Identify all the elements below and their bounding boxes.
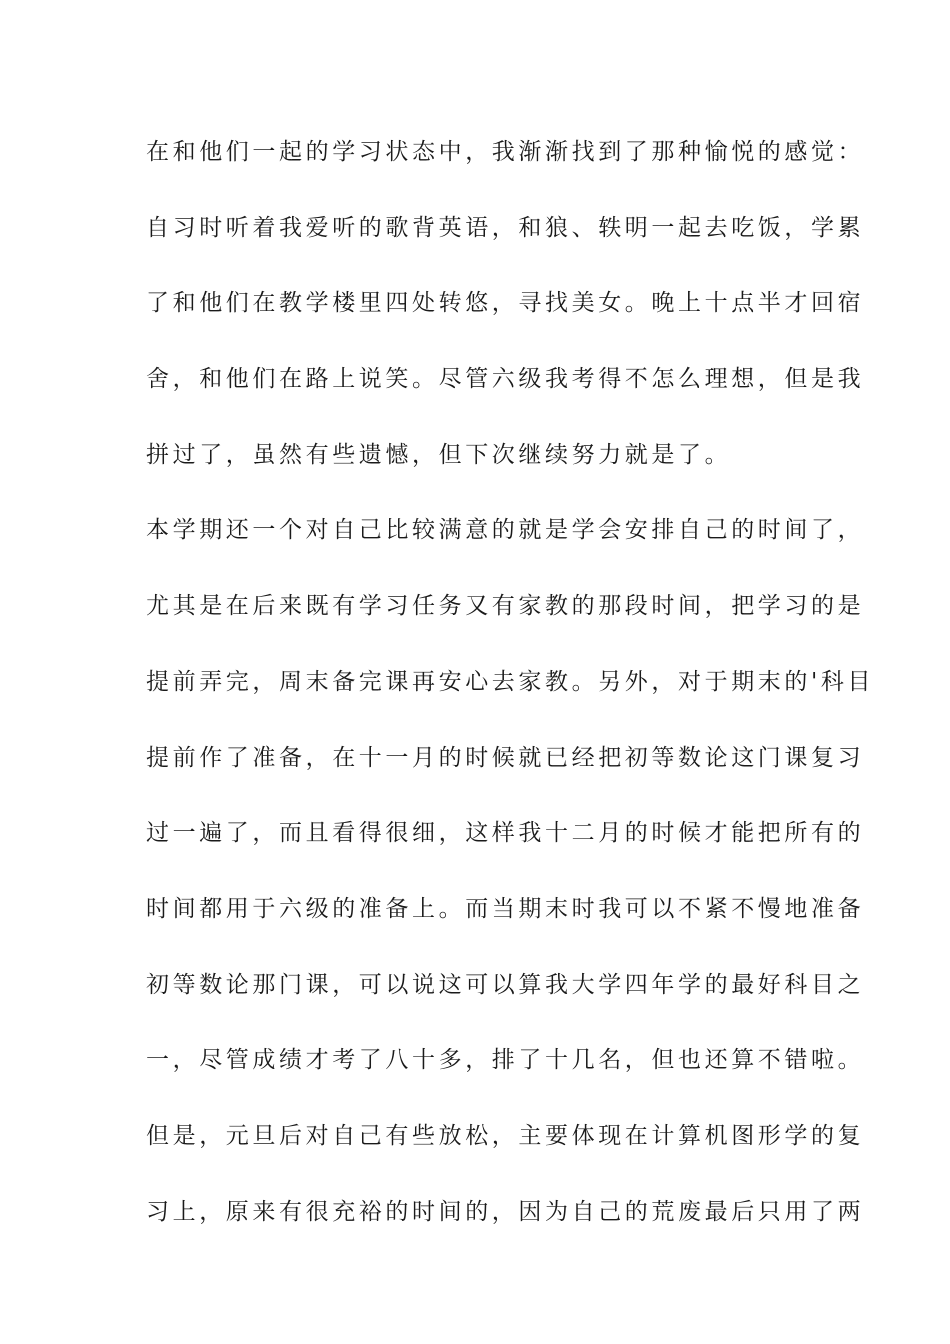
text-line: 拼过了，虽然有些遗憾，但下次继续努力就是了。 [146, 441, 732, 468]
text-line: 了和他们在教学楼里四处转悠，寻找美女。晚上十点半才回宿 [146, 290, 865, 317]
text-line: 尤其是在后来既有学习任务又有家教的那段时间，把学习的是 [146, 593, 865, 620]
text-line: 过一遍了，而且看得很细，这样我十二月的时候才能把所有的 [146, 820, 865, 847]
text-line: 但是，元旦后对自己有些放松，主要体现在计算机图形学的复 [146, 1122, 865, 1149]
text-line: 习上，原来有很充裕的时间的，因为自己的荒废最后只用了两 [146, 1198, 865, 1225]
text-line: 提前作了准备，在十一月的时候就已经把初等数论这门课复习 [146, 744, 865, 771]
text-line: 一，尽管成绩才考了八十多，排了十几名，但也还算不错啦。 [146, 1047, 865, 1074]
text-line: 舍，和他们在路上说笑。尽管六级我考得不怎么理想，但是我 [146, 366, 865, 393]
text-line: 时间都用于六级的准备上。而当期末时我可以不紧不慢地准备 [146, 895, 865, 922]
text-line: 自习时听着我爱听的歌背英语，和狼、轶明一起去吃饭，学累 [146, 214, 865, 241]
document-body [146, 128, 875, 1263]
text-line: 在和他们一起的学习状态中，我渐渐找到了那种愉悦的感觉： [146, 139, 865, 165]
text-line: 本学期还一个对自己比较满意的就是学会安排自己的时间了， [146, 517, 865, 544]
text-line: 提前弄完，周末备完课再安心去家教。另外，对于期末的'科目 [146, 668, 875, 695]
text-line: 初等数论那门课，可以说这可以算我大学四年学的最好科目之 [146, 971, 865, 998]
